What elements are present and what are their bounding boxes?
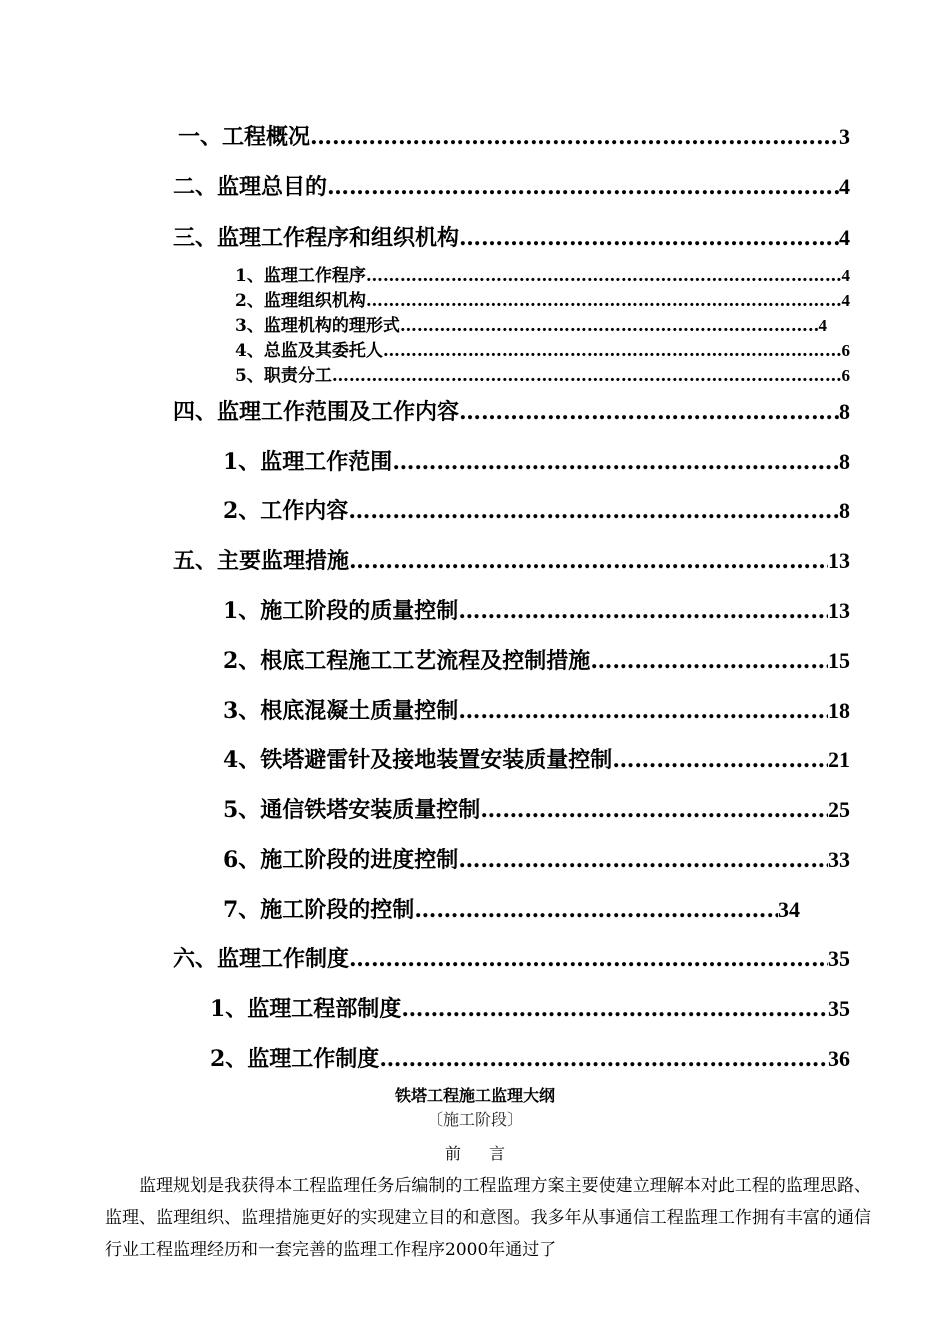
- toc-leader-dots: [401, 996, 828, 1022]
- toc-entry[interactable]: [223, 893, 800, 924]
- toc-entry[interactable]: [223, 793, 850, 824]
- toc-leader-dots: [310, 124, 839, 150]
- toc-entry-label: 2、工作内容: [223, 498, 349, 524]
- toc-leader-dots: [392, 449, 839, 475]
- toc-leader-dots: [590, 648, 828, 674]
- toc-entry-label: 6、施工阶段的进度控制: [223, 847, 459, 873]
- toc-entry-page: 4: [818, 316, 827, 335]
- toc-entry-page: 6: [841, 341, 850, 360]
- toc-entry[interactable]: [223, 644, 850, 675]
- toc-entry-label: 四、监理工作范围及工作内容: [173, 399, 460, 425]
- preface-paragraph: 监理规划是我获得本工程监理任务后编制的工程监理方案主要使建立理解本对此工程的监理思路、监理、监理组织、监理措施更好的实现建立目的和意图。我多年从事通信工程监理工作拥有丰富的通信行业工程监理经历和一套完善的监理工作程序2000年通过了: [105, 1176, 871, 1260]
- toc-leader-dots: [459, 225, 839, 251]
- toc-leader-dots: [400, 316, 819, 336]
- toc-leader-dots: [349, 946, 828, 972]
- toc-entry[interactable]: [223, 594, 850, 625]
- toc-entry[interactable]: [235, 336, 850, 361]
- toc-entry-label: 五、主要监理措施: [173, 548, 350, 574]
- toc-entry[interactable]: [210, 1042, 850, 1073]
- toc-entry[interactable]: [173, 170, 850, 201]
- toc-entry-page: 4: [839, 174, 850, 199]
- toc-entry-page: 4: [841, 266, 850, 285]
- toc-entry[interactable]: [235, 311, 827, 336]
- toc-entry-label: 1、监理工作程序: [235, 266, 366, 286]
- toc-leader-dots: [414, 897, 778, 923]
- toc-entry-label: 4、铁塔避雷针及接地装置安装质量控制: [223, 747, 613, 773]
- toc-entry[interactable]: [235, 261, 850, 286]
- toc-entry-label: 2、根底工程施工工艺流程及控制措施: [223, 648, 591, 674]
- toc-leader-dots: [349, 548, 828, 574]
- toc-entry-page: 4: [841, 291, 850, 310]
- toc-entry[interactable]: [223, 494, 850, 525]
- toc-entry-label: 3、监理机构的理形式: [235, 316, 400, 336]
- toc-entry[interactable]: [235, 286, 850, 311]
- toc-entry-label: 六、监理工作制度: [173, 946, 350, 972]
- document-title: 铁塔工程施工监理大纲: [394, 1086, 555, 1105]
- toc-leader-dots: [458, 698, 828, 724]
- document-subtitle: 〔施工阶段〕: [426, 1110, 523, 1129]
- toc-entry-page: 13: [828, 598, 850, 623]
- toc-leader-dots: [379, 1046, 828, 1072]
- toc-leader-dots: [459, 399, 839, 425]
- toc-leader-dots: [366, 266, 842, 286]
- toc-entry[interactable]: [223, 694, 850, 725]
- toc-entry-page: 33: [828, 847, 850, 872]
- toc-entry[interactable]: [173, 544, 850, 575]
- toc-leader-dots: [612, 747, 828, 773]
- toc-entry-page: 6: [841, 366, 850, 385]
- toc-entry-label: 2、监理组织机构: [235, 291, 366, 311]
- toc-entry[interactable]: [210, 992, 850, 1023]
- toc-entry-label: 2、监理工作制度: [210, 1046, 380, 1072]
- toc-leader-dots: [327, 174, 839, 200]
- toc-entry[interactable]: [173, 942, 850, 973]
- toc-entry-page: 21: [828, 747, 850, 772]
- toc-entry-page: 35: [828, 946, 850, 971]
- toc-entry-label: 1、施工阶段的质量控制: [223, 598, 459, 624]
- toc-entry-page: 35: [828, 996, 850, 1021]
- toc-entry-page: 18: [828, 698, 850, 723]
- toc-entry-page: 4: [839, 225, 850, 250]
- toc-entry-page: 8: [839, 498, 850, 523]
- toc-entry-label: 二、监理总目的: [173, 174, 328, 200]
- toc-entry-label: 5、通信铁塔安装质量控制: [223, 797, 481, 823]
- toc-entry-label: 7、施工阶段的控制: [223, 897, 415, 923]
- toc-leader-dots: [366, 291, 842, 311]
- preface-heading: 前言: [444, 1144, 533, 1163]
- toc-entry[interactable]: [235, 361, 850, 386]
- toc-entry[interactable]: [223, 743, 850, 774]
- toc-entry-page: 36: [828, 1046, 850, 1071]
- toc-entry-label: 三、监理工作程序和组织机构: [173, 225, 460, 251]
- toc-leader-dots: [332, 366, 842, 386]
- toc-entry[interactable]: [178, 120, 850, 151]
- toc-entry-page: 25: [828, 797, 850, 822]
- toc-entry[interactable]: [223, 445, 850, 476]
- toc-entry-page: 8: [839, 449, 850, 474]
- toc-entry-label: 1、监理工程部制度: [210, 996, 402, 1022]
- toc-entry-label: 1、监理工作范围: [223, 449, 393, 475]
- toc-leader-dots: [480, 797, 828, 823]
- toc-entry-label: 一、工程概况: [178, 124, 311, 150]
- toc-leader-dots: [458, 847, 828, 873]
- toc-entry-label: 5、职责分工: [235, 366, 332, 386]
- toc-entry-label: 4、总监及其委托人: [235, 341, 383, 361]
- toc-leader-dots: [348, 498, 839, 524]
- toc-entry-page: 34: [778, 897, 800, 922]
- toc-entry-page: 15: [828, 648, 850, 673]
- toc-entry[interactable]: [173, 395, 850, 426]
- toc-entry[interactable]: [223, 843, 850, 874]
- toc-leader-dots: [458, 598, 828, 624]
- toc-entry-page: 3: [839, 124, 850, 149]
- toc-entry-page: 8: [839, 399, 850, 424]
- toc-entry-label: 3、根底混凝土质量控制: [223, 698, 459, 724]
- toc-entry-page: 13: [828, 548, 850, 573]
- toc-entry[interactable]: [173, 221, 850, 252]
- toc-leader-dots: [383, 341, 842, 361]
